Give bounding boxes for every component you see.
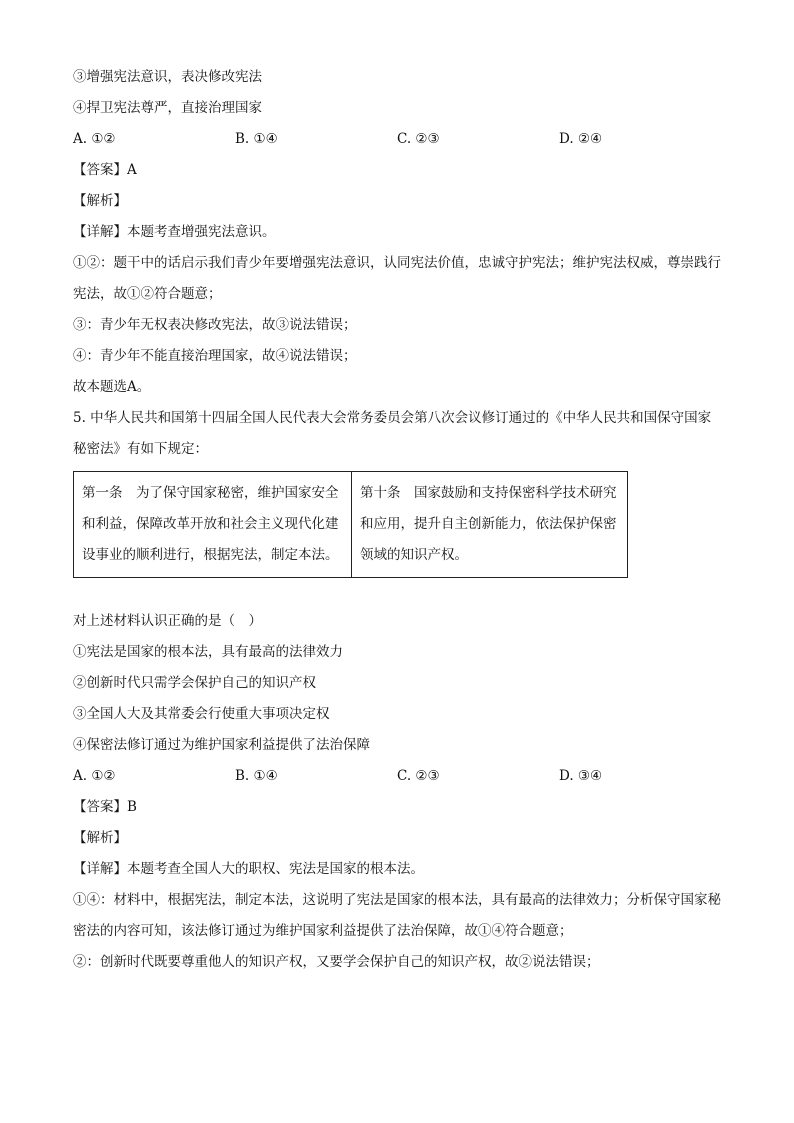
q4-explanation-3: ④：青少年不能直接治理国家，故④说法错误； [73, 348, 357, 364]
q4-option-a: A. ①② [73, 131, 116, 147]
q5-question: 对上述材料认识正确的是（ ） [73, 613, 262, 629]
q4-options [73, 124, 723, 155]
q5-option-a: A. ①② [73, 768, 116, 784]
q4-option-d: D. ②④ [559, 131, 603, 147]
q5-item-1: ①宪法是国家的根本法，具有最高的法律效力 [73, 644, 343, 660]
q4-analysis-label: 【解析】 [73, 193, 127, 209]
q5-explanation-2: ②：创新时代既要尊重他人的知识产权，又要学会保护自己的知识产权，故②说法错误； [73, 954, 600, 970]
law-article-10: 第十条 国家鼓励和支持保密科学技术研究和应用，提升自主创新能力，依法保护保密领域的知识产权。 [352, 472, 628, 578]
q4-option-b: B. ①④ [235, 131, 278, 147]
law-table [73, 471, 628, 578]
q5-options [73, 761, 723, 792]
q4-item-4: ④捍卫宪法尊严，直接治理国家 [73, 100, 262, 116]
q5-option-c: C. ②③ [397, 768, 440, 784]
q5-analysis-label: 【解析】 [73, 830, 127, 846]
q4-item-3: ③增强宪法意识，表决修改宪法 [73, 69, 262, 85]
law-article-1: 第一条 为了保守国家秘密，维护国家安全和利益，保障改革开放和社会主义现代化建设事业的顺利进行，根据宪法，制定本法。 [74, 472, 352, 578]
q5-answer: 【答案】B [73, 799, 137, 815]
q4-option-c: C. ②③ [397, 131, 440, 147]
q4-explanation-2: ③：青少年无权表决修改宪法，故③说法错误； [73, 317, 357, 333]
q5-option-b: B. ①④ [235, 768, 278, 784]
q5-item-3: ③全国人大及其常委会行使重大事项决定权 [73, 706, 330, 722]
q4-detail: 【详解】本题考查增强宪法意识。 [73, 224, 276, 240]
q5-option-d: D. ③④ [559, 768, 603, 784]
q5-item-4: ④保密法修订通过为维护国家利益提供了法治保障 [73, 737, 370, 753]
q5-detail: 【详解】本题考查全国人大的职权、宪法是国家的根本法。 [73, 861, 424, 877]
q5-item-2: ②创新时代只需学会保护自己的知识产权 [73, 675, 316, 691]
q4-conclusion: 故本题选A。 [73, 379, 151, 395]
document-page [73, 62, 723, 978]
q5-stem: 5. 中华人民共和国第十四届全国人民代表大会常务委员会第八次会议修订通过的《中华人民共和国保守国家秘密法》有如下规定： [73, 410, 712, 457]
q4-explanation-1: ①②：题干中的话启示我们青少年要增强宪法意识，认同宪法价值，忠诚守护宪法；维护宪法权威，尊崇践行宪法，故①②符合题意； [73, 255, 721, 302]
q4-answer: 【答案】A [73, 162, 137, 178]
q5-explanation-1: ①④：材料中，根据宪法，制定本法，这说明了宪法是国家的根本法，具有最高的法律效力；分析保守国家秘密法的内容可知，该法修订通过为维护国家利益提供了法治保障，故①④符合题意； [73, 892, 721, 939]
